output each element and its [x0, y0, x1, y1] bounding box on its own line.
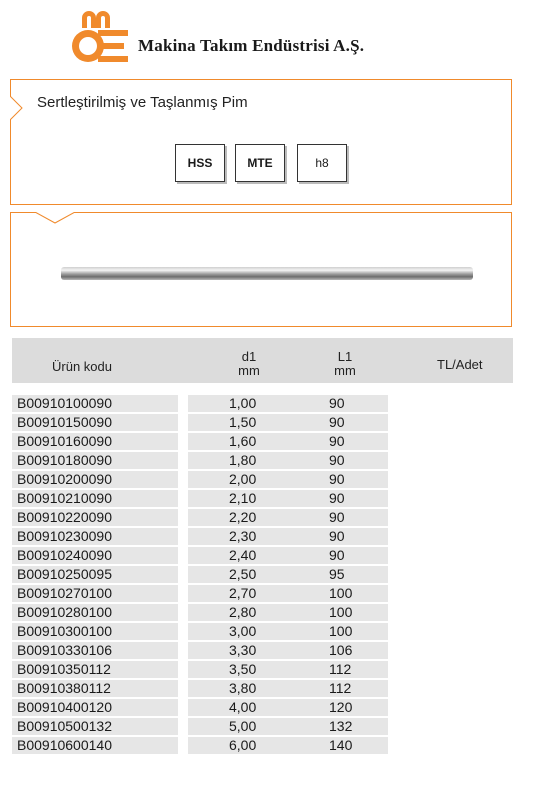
- cell-l1: 100: [288, 623, 388, 640]
- cell-code: B00910230090: [12, 528, 178, 545]
- cell-d1: 2,70: [188, 585, 288, 602]
- badge-tolerance: h8: [297, 144, 347, 182]
- cell-d1: 1,00: [188, 395, 288, 412]
- cell-code: B00910330106: [12, 642, 178, 659]
- col-header-l1: [325, 350, 365, 378]
- notch-tab-icon: [35, 212, 75, 224]
- cell-l1: 140: [288, 737, 388, 754]
- cell-code: B00910270100: [12, 585, 178, 602]
- cell-code: B00910400120: [12, 699, 178, 716]
- col-header-d1-label: d1: [241, 349, 257, 364]
- cell-d1: 2,00: [188, 471, 288, 488]
- table-body: [12, 395, 513, 756]
- cell-code: B00910500132: [12, 718, 178, 735]
- cell-code: B00910210090: [12, 490, 178, 507]
- cell-d1: 5,00: [188, 718, 288, 735]
- table-row: [12, 699, 513, 718]
- company-name: Makina Takım Endüstrisi A.Ş.: [138, 36, 365, 55]
- table-row: [12, 585, 513, 604]
- cell-l1: 106: [288, 642, 388, 659]
- cell-code: B00910160090: [12, 433, 178, 450]
- cell-d1: 1,60: [188, 433, 288, 450]
- table-row: [12, 718, 513, 737]
- table-row: [12, 395, 513, 414]
- cell-l1: 90: [288, 471, 388, 488]
- col-header-d1-unit: mm: [238, 363, 260, 378]
- mte-logo-icon: [68, 6, 132, 64]
- table-row: [12, 452, 513, 471]
- col-header-code: Ürün kodu: [52, 359, 112, 374]
- cell-code: B00910150090: [12, 414, 178, 431]
- cell-code: B00910250095: [12, 566, 178, 583]
- cell-code: B00910280100: [12, 604, 178, 621]
- cell-d1: 2,50: [188, 566, 288, 583]
- cell-d1: 3,30: [188, 642, 288, 659]
- table-row: [12, 642, 513, 661]
- cell-code: B00910220090: [12, 509, 178, 526]
- table-header: [12, 338, 513, 383]
- cell-l1: 90: [288, 433, 388, 450]
- badge-brand: MTE: [235, 144, 285, 182]
- pin-image: [61, 267, 473, 280]
- product-title: Sertleştirilmiş ve Taşlanmış Pim: [37, 94, 248, 111]
- cell-code: B00910240090: [12, 547, 178, 564]
- table-row: [12, 433, 513, 452]
- cell-l1: 100: [288, 585, 388, 602]
- cell-d1: 2,80: [188, 604, 288, 621]
- cell-d1: 1,50: [188, 414, 288, 431]
- col-header-price: TL/Adet: [437, 357, 483, 372]
- table-row: [12, 680, 513, 699]
- badge-material: HSS: [175, 144, 225, 182]
- col-header-l1-label: L1: [337, 349, 353, 364]
- cell-l1: 90: [288, 452, 388, 469]
- cell-l1: 95: [288, 566, 388, 583]
- cell-l1: 112: [288, 661, 388, 678]
- cell-d1: 4,00: [188, 699, 288, 716]
- cell-d1: 2,10: [188, 490, 288, 507]
- cell-code: B00910380112: [12, 680, 178, 697]
- table-row: [12, 509, 513, 528]
- cell-l1: 120: [288, 699, 388, 716]
- cell-l1: 90: [288, 395, 388, 412]
- table-row: [12, 547, 513, 566]
- col-header-d1: [229, 350, 269, 378]
- cell-code: B00910100090: [12, 395, 178, 412]
- table-row: [12, 528, 513, 547]
- cell-d1: 2,30: [188, 528, 288, 545]
- table-row: [12, 414, 513, 433]
- cell-l1: 132: [288, 718, 388, 735]
- cell-d1: 2,40: [188, 547, 288, 564]
- table-row: [12, 604, 513, 623]
- cell-l1: 112: [288, 680, 388, 697]
- cell-l1: 90: [288, 414, 388, 431]
- cell-code: B00910200090: [12, 471, 178, 488]
- cell-l1: 90: [288, 509, 388, 526]
- product-title-panel: [10, 79, 512, 205]
- cell-code: B00910300100: [12, 623, 178, 640]
- table-row: [12, 737, 513, 756]
- table-row: [12, 566, 513, 585]
- cell-l1: 100: [288, 604, 388, 621]
- cell-l1: 90: [288, 490, 388, 507]
- table-row: [12, 490, 513, 509]
- cell-d1: 3,80: [188, 680, 288, 697]
- notch-arrow-icon: [10, 94, 30, 122]
- table-row: [12, 471, 513, 490]
- cell-code: B00910350112: [12, 661, 178, 678]
- cell-d1: 1,80: [188, 452, 288, 469]
- col-header-l1-unit: mm: [334, 363, 356, 378]
- table-row: [12, 661, 513, 680]
- cell-code: B00910600140: [12, 737, 178, 754]
- cell-d1: 2,20: [188, 509, 288, 526]
- product-image-panel: [10, 212, 512, 327]
- cell-d1: 3,50: [188, 661, 288, 678]
- cell-d1: 6,00: [188, 737, 288, 754]
- cell-l1: 90: [288, 528, 388, 545]
- cell-d1: 3,00: [188, 623, 288, 640]
- table-row: [12, 623, 513, 642]
- cell-l1: 90: [288, 547, 388, 564]
- cell-code: B00910180090: [12, 452, 178, 469]
